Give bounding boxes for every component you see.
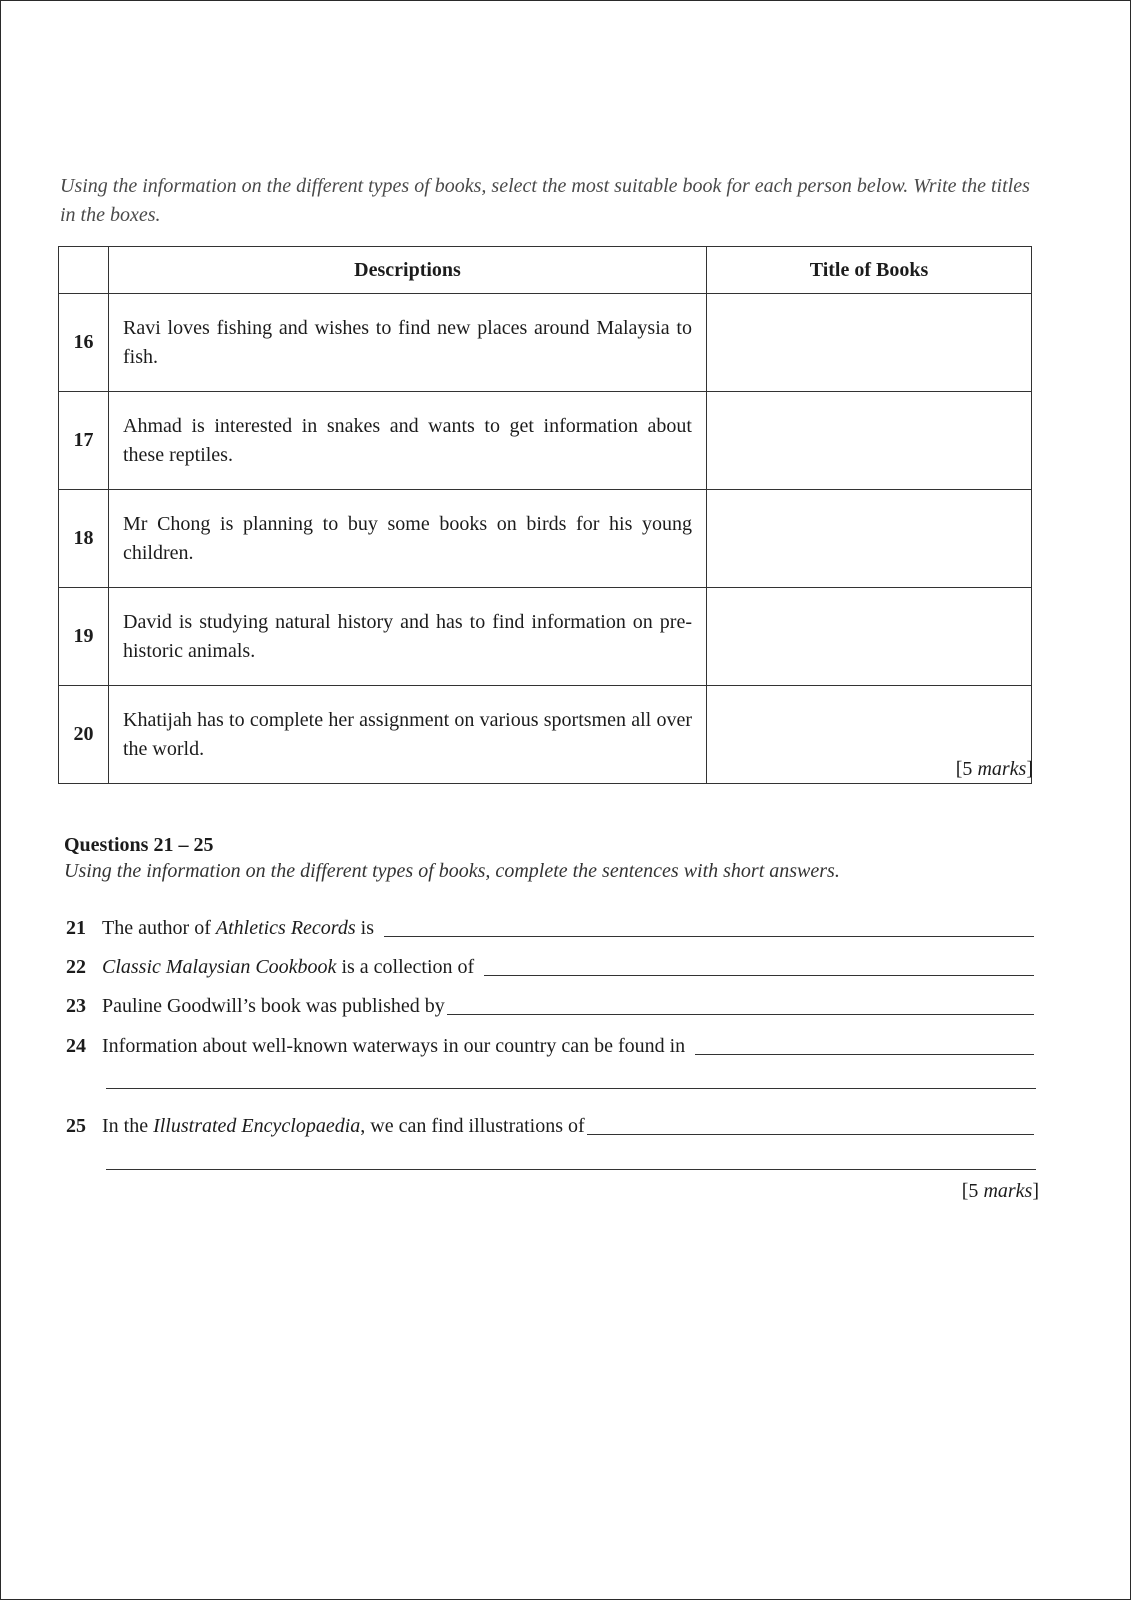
answer-line[interactable] bbox=[695, 1034, 1034, 1055]
question-description: David is studying natural history and has to find information on pre-historic animals. bbox=[109, 588, 707, 686]
text-pre: The author of bbox=[102, 917, 216, 939]
answer-box[interactable] bbox=[707, 490, 1032, 588]
answer-box[interactable] bbox=[707, 392, 1032, 490]
question-description: Ahmad is interested in snakes and wants to get information about these reptiles. bbox=[109, 392, 707, 490]
table-row bbox=[59, 490, 1032, 588]
question-number: 22 bbox=[66, 956, 86, 978]
text-italic: Illustrated Encyclopaedia bbox=[153, 1115, 361, 1137]
text-post: is bbox=[355, 917, 374, 939]
text-post: , we can find illustrations of bbox=[360, 1115, 585, 1137]
answer-line[interactable] bbox=[587, 1114, 1034, 1135]
answer-box[interactable] bbox=[707, 294, 1032, 392]
header-title-of-books: Title of Books bbox=[707, 247, 1032, 294]
section-instruction: Using the information on the different types of books, complete the sentences with short answers. bbox=[64, 860, 840, 882]
marks-open: [5 bbox=[961, 1180, 984, 1202]
question-description: Mr Chong is planning to buy some books on birds for his young children. bbox=[109, 490, 707, 588]
question-number: 25 bbox=[66, 1115, 86, 1137]
question-text bbox=[102, 995, 447, 1018]
table-row bbox=[59, 392, 1032, 490]
question-number: 16 bbox=[59, 294, 109, 392]
marks-close: ] bbox=[1026, 758, 1033, 780]
text-pre: Pauline Goodwill’s book was published by bbox=[102, 995, 445, 1017]
question-text bbox=[102, 917, 384, 940]
table-row bbox=[59, 686, 1032, 784]
question-24 bbox=[66, 1034, 1034, 1058]
question-number: 19 bbox=[59, 588, 109, 686]
marks-label bbox=[956, 758, 1033, 781]
table-row bbox=[59, 294, 1032, 392]
matching-table bbox=[58, 246, 1032, 784]
marks-word: marks bbox=[983, 1180, 1033, 1202]
question-number: 21 bbox=[66, 917, 86, 939]
answer-line[interactable] bbox=[447, 994, 1034, 1015]
answer-line[interactable] bbox=[384, 916, 1034, 937]
text-pre: Information about well-known waterways in our country can be found in bbox=[102, 1035, 686, 1057]
answer-box[interactable] bbox=[707, 588, 1032, 686]
section-heading: Questions 21 – 25 bbox=[64, 834, 214, 856]
marks-open: [5 bbox=[955, 758, 978, 780]
text-pre: In the bbox=[102, 1115, 154, 1137]
question-21 bbox=[66, 916, 1034, 940]
question-number: 24 bbox=[66, 1035, 86, 1057]
question-number: 17 bbox=[59, 392, 109, 490]
table-instruction: Using the information on the different types of books, select the most suitable book for each person below. Write the titles in the boxes. bbox=[60, 175, 1030, 226]
question-text bbox=[102, 1035, 695, 1058]
header-descriptions: Descriptions bbox=[109, 247, 707, 294]
marks-label bbox=[962, 1180, 1039, 1203]
text-post: is a collection of bbox=[336, 956, 475, 978]
text-italic: Athletics Records bbox=[215, 917, 356, 939]
text-italic: Classic Malaysian Cookbook bbox=[102, 956, 337, 978]
table-header-row bbox=[59, 247, 1032, 294]
question-25 bbox=[66, 1114, 1034, 1138]
answer-line[interactable] bbox=[484, 955, 1034, 976]
answer-line-continuation[interactable] bbox=[106, 1088, 1036, 1089]
question-22 bbox=[66, 955, 1034, 979]
question-number: 18 bbox=[59, 490, 109, 588]
header-number bbox=[59, 247, 109, 294]
answer-line-continuation[interactable] bbox=[106, 1169, 1036, 1170]
question-description: Khatijah has to complete her assignment on various sportsmen all over the world. bbox=[109, 686, 707, 784]
question-text bbox=[102, 1115, 587, 1138]
marks-close: ] bbox=[1032, 1180, 1039, 1202]
table-row bbox=[59, 588, 1032, 686]
question-23 bbox=[66, 994, 1034, 1018]
question-description: Ravi loves fishing and wishes to find new places around Malaysia to fish. bbox=[109, 294, 707, 392]
question-number: 23 bbox=[66, 995, 86, 1017]
question-text bbox=[102, 956, 484, 979]
question-number: 20 bbox=[59, 686, 109, 784]
marks-word: marks bbox=[977, 758, 1027, 780]
